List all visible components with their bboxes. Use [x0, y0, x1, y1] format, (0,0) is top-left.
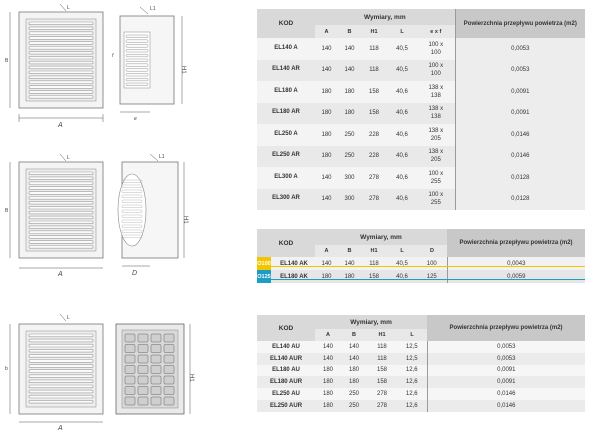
louvre-slat — [126, 83, 148, 86]
dim-b: 140 — [338, 38, 361, 60]
louvre-slat — [151, 387, 161, 395]
louvre-slat — [126, 40, 148, 43]
flow-value: 0,0053 — [455, 38, 585, 60]
dim-l: 40,6 — [387, 124, 417, 146]
louvre-slat — [29, 385, 93, 388]
flow-value: 0,0053 — [455, 60, 585, 82]
dim-a: 140 — [315, 353, 341, 365]
dim-b: 140 — [338, 257, 361, 270]
col-header-exf: e x f — [417, 25, 455, 38]
louvre-slat — [29, 66, 93, 69]
louvre-slat — [164, 366, 174, 374]
dim-h1: 158 — [367, 376, 397, 388]
louvre-slat — [138, 387, 148, 395]
louvre-slat — [29, 365, 93, 368]
table-row — [257, 103, 585, 125]
louvre-slat — [29, 241, 93, 244]
louvre-slat — [138, 376, 148, 384]
grille-front-drawing-2 — [4, 150, 110, 278]
dim-d: 125 — [417, 270, 447, 283]
louvre-slat — [29, 47, 93, 50]
flow-value: 0,0091 — [427, 365, 585, 377]
dim-h1: 228 — [361, 146, 387, 168]
louvre-slat — [29, 192, 93, 195]
dim-exf: 138 x 205 — [417, 124, 455, 146]
louvre-slat — [29, 76, 93, 79]
dim-a: 180 — [315, 81, 338, 103]
dim-a: 140 — [315, 167, 338, 189]
flow-value: 0,0059 — [447, 270, 585, 283]
label-a-2: A — [58, 271, 63, 278]
dim-a: 180 — [315, 365, 341, 377]
louvre-slat — [151, 376, 161, 384]
blue-separator — [257, 279, 585, 280]
product-code: EL140 AU — [257, 341, 315, 353]
louvre-slat — [126, 69, 148, 72]
louvre-slat — [29, 339, 93, 342]
dim-a: 140 — [315, 341, 341, 353]
dimensions-header-3: Wymiary, mm — [315, 315, 427, 329]
dimensions-header-2: Wymiary, mm — [315, 229, 447, 245]
louvre-slat — [164, 334, 174, 342]
dim-a: 180 — [315, 103, 338, 125]
louvre-slat — [29, 56, 93, 59]
flow-value: 0,0128 — [455, 167, 585, 189]
louvre-slat — [29, 172, 93, 175]
louvre-slat — [125, 334, 135, 342]
louvre-slat — [29, 390, 93, 393]
dim-exf: 100 x 255 — [417, 167, 455, 189]
louvre-slat — [138, 397, 148, 405]
louvre-slat — [29, 86, 93, 89]
dim-b: 180 — [341, 365, 367, 377]
dim-l: 40,6 — [387, 270, 417, 283]
louvre-slat — [125, 376, 135, 384]
dim-a: 140 — [315, 257, 338, 270]
product-code: EL250 AR — [257, 146, 315, 168]
label-d: D — [132, 270, 138, 277]
dim-b: 180 — [341, 376, 367, 388]
dim-h1: 278 — [367, 388, 397, 400]
dim-b: 300 — [338, 167, 361, 189]
louvre-slat — [125, 366, 135, 374]
louvre-slat — [29, 61, 93, 64]
louvre-slat — [29, 42, 93, 45]
louvre-slat — [29, 236, 93, 239]
dim-exf: 138 x 205 — [417, 146, 455, 168]
grille-round-duct-drawing — [110, 150, 198, 278]
dim-b: 250 — [341, 400, 367, 412]
yellow-separator — [257, 266, 585, 267]
col-header-h1-3: H1 — [367, 329, 397, 341]
louvre-slat — [29, 375, 93, 378]
table-row — [257, 146, 585, 168]
louvre-slat — [29, 32, 93, 35]
louvre-slat — [29, 37, 93, 40]
specs-table-a — [257, 9, 585, 210]
label-b-2: B — [5, 208, 9, 214]
louvre-slat — [29, 96, 93, 99]
product-code: EL250 A — [257, 124, 315, 146]
dim-h1: 118 — [361, 257, 387, 270]
label-l: L — [67, 5, 70, 11]
louvre-slat — [29, 400, 93, 403]
louvre-slat — [125, 355, 135, 363]
flow-value: 0,0043 — [447, 257, 585, 270]
louvre-slat — [126, 64, 148, 67]
louvre-slat — [29, 201, 93, 204]
louvre-slat — [29, 182, 93, 185]
table-row — [257, 353, 585, 365]
louvre-slat — [126, 78, 148, 81]
col-header-d-2: D — [417, 245, 447, 257]
dim-h1: 278 — [361, 167, 387, 189]
louvre-slat — [29, 91, 93, 94]
dim-exf: 138 x 138 — [417, 81, 455, 103]
dim-l: 12,6 — [397, 388, 427, 400]
louvre-slat — [126, 73, 148, 76]
louvre-slat — [151, 345, 161, 353]
table-row — [257, 270, 585, 283]
product-code: EL140 AK — [280, 260, 308, 267]
louvre-slat — [29, 380, 93, 383]
grille-front-drawing-3 — [4, 308, 110, 434]
flow-header-3: Powierzchnia przepływu powietrza (m2) — [427, 315, 585, 341]
label-b: B — [5, 58, 9, 64]
col-header-a: A — [315, 25, 338, 38]
grille-front-drawing-1 — [4, 2, 110, 130]
label-l1-2: L1 — [159, 154, 165, 160]
louvre-slat — [29, 344, 93, 347]
product-code: EL300 AR — [257, 189, 315, 211]
louvre-slat — [29, 246, 93, 249]
diameter-badge: O125 — [257, 270, 271, 283]
col-header-l-2: L — [387, 245, 417, 257]
table-row — [257, 167, 585, 189]
table-row — [257, 81, 585, 103]
dim-exf: 100 x 100 — [417, 38, 455, 60]
dim-l: 40,6 — [387, 103, 417, 125]
product-code: EL250 AUR — [257, 400, 315, 412]
product-code: EL300 A — [257, 167, 315, 189]
specs-table-au — [257, 315, 585, 412]
louvre-slat — [126, 35, 148, 38]
louvre-slat — [29, 81, 93, 84]
louvre-slat — [29, 334, 93, 337]
louvre-slat — [138, 366, 148, 374]
dim-b: 180 — [338, 103, 361, 125]
product-code: EL140 AR — [257, 60, 315, 82]
label-a-3: A — [58, 425, 63, 432]
dim-a: 180 — [315, 388, 341, 400]
flow-value: 0,0128 — [455, 189, 585, 211]
col-header-a-3: A — [315, 329, 341, 341]
dim-l: 40,5 — [387, 38, 417, 60]
dim-a: 180 — [315, 270, 338, 283]
dim-b: 250 — [338, 124, 361, 146]
dim-h1: 228 — [361, 124, 387, 146]
louvre-slat — [126, 54, 148, 57]
flow-value: 0,0091 — [455, 103, 585, 125]
dim-h1: 118 — [361, 38, 387, 60]
product-code: EL140 A — [257, 38, 315, 60]
dim-b: 140 — [338, 60, 361, 82]
label-l1: L1 — [150, 6, 156, 12]
product-code-cell — [257, 257, 315, 270]
dim-a: 140 — [315, 60, 338, 82]
col-header-l-3: L — [397, 329, 427, 341]
table-row — [257, 365, 585, 377]
louvre-slat — [29, 211, 93, 214]
louvre-slat — [29, 51, 93, 54]
louvre-slat — [151, 334, 161, 342]
dim-h1: 118 — [361, 60, 387, 82]
louvre-slat — [164, 376, 174, 384]
diameter-badge: O100 — [257, 257, 271, 270]
table-row — [257, 38, 585, 60]
dim-a: 140 — [315, 38, 338, 60]
louvre-slat — [164, 397, 174, 405]
dim-a: 180 — [315, 400, 341, 412]
dim-h1: 158 — [361, 103, 387, 125]
dim-l: 40,6 — [387, 146, 417, 168]
louvre-slat — [125, 387, 135, 395]
table-row — [257, 189, 585, 211]
flow-value: 0,0053 — [427, 341, 585, 353]
dim-h1: 158 — [361, 270, 387, 283]
col-header-b: B — [338, 25, 361, 38]
label-l-2: L — [67, 155, 70, 161]
flow-value: 0,0091 — [427, 376, 585, 388]
louvre-slat — [138, 334, 148, 342]
label-h1-3: H1 — [188, 374, 194, 382]
louvre-slat — [29, 370, 93, 373]
col-header-h1: H1 — [361, 25, 387, 38]
louvre-slat — [126, 49, 148, 52]
louvre-slat — [151, 355, 161, 363]
louvre-slat — [29, 71, 93, 74]
table-row — [257, 257, 585, 270]
louvre-slat — [29, 206, 93, 209]
product-code: EL140 AUR — [257, 353, 315, 365]
table-row — [257, 376, 585, 388]
louvre-slat — [29, 187, 93, 190]
code-header: KOD — [257, 9, 315, 38]
dim-b: 180 — [338, 270, 361, 283]
product-code: EL180 AK — [280, 273, 308, 280]
flow-header-2: Powierzchnia przepływu powietrza (m2) — [447, 229, 585, 257]
dim-b: 300 — [338, 189, 361, 211]
table-row — [257, 388, 585, 400]
dim-a: 180 — [315, 124, 338, 146]
louvre-slat — [29, 216, 93, 219]
label-b-small: b — [5, 366, 8, 372]
product-code: EL250 AU — [257, 388, 315, 400]
louvre-slat — [29, 360, 93, 363]
dim-b: 140 — [341, 353, 367, 365]
louvre-slat — [29, 395, 93, 398]
dim-l: 40,6 — [387, 167, 417, 189]
flow-header: Powierzchnia przepływu powietrza (m2) — [455, 9, 585, 38]
dim-b: 180 — [338, 81, 361, 103]
louvre-slat — [151, 397, 161, 405]
code-header-2: KOD — [257, 229, 315, 257]
label-a: A — [58, 122, 63, 129]
louvre-slat — [125, 397, 135, 405]
label-e: e — [134, 116, 137, 122]
dim-a: 180 — [315, 376, 341, 388]
dim-exf: 100 x 255 — [417, 189, 455, 211]
dim-l: 40,6 — [387, 189, 417, 211]
label-h1: H1 — [180, 66, 186, 74]
flow-value: 0,0146 — [427, 400, 585, 412]
louvre-slat — [125, 345, 135, 353]
dim-exf: 100 x 100 — [417, 60, 455, 82]
label-f: f — [112, 53, 114, 59]
product-code: EL180 A — [257, 81, 315, 103]
flow-value: 0,0146 — [455, 146, 585, 168]
dim-l: 12,6 — [397, 365, 427, 377]
flow-value: 0,0146 — [455, 124, 585, 146]
dimensions-header: Wymiary, mm — [315, 9, 455, 25]
louvre-slat — [29, 197, 93, 200]
louvre-slat — [164, 355, 174, 363]
dim-b: 140 — [341, 341, 367, 353]
flow-value: 0,0146 — [427, 388, 585, 400]
dim-l: 40,5 — [387, 257, 417, 270]
louvre-slat — [126, 45, 148, 48]
louvre-slat — [29, 226, 93, 229]
product-code: EL180 AUR — [257, 376, 315, 388]
table-row — [257, 400, 585, 412]
flow-value: 0,0091 — [455, 81, 585, 103]
dim-l: 12,6 — [397, 376, 427, 388]
code-header-3: KOD — [257, 315, 315, 341]
dim-h1: 278 — [367, 400, 397, 412]
louvre-slat — [29, 221, 93, 224]
louvre-slat — [164, 345, 174, 353]
col-header-b-3: B — [341, 329, 367, 341]
louvre-slat — [138, 345, 148, 353]
dim-l: 40,5 — [387, 60, 417, 82]
louvre-slat — [138, 355, 148, 363]
louvre-slat — [164, 387, 174, 395]
col-header-b-2: B — [338, 245, 361, 257]
louvre-slat — [29, 22, 93, 25]
col-header-h1-2: H1 — [361, 245, 387, 257]
table-row — [257, 341, 585, 353]
grille-side-drawing-1 — [110, 2, 198, 130]
dim-b: 250 — [341, 388, 367, 400]
specs-table-ak — [257, 229, 585, 283]
louvre-slat — [29, 27, 93, 30]
table-row — [257, 60, 585, 82]
label-l-3: L — [67, 315, 70, 321]
dim-h1: 158 — [367, 365, 397, 377]
grille-back-drawing — [110, 308, 198, 434]
dim-h1: 278 — [361, 189, 387, 211]
louvre-slat — [29, 354, 93, 357]
dim-h1: 118 — [367, 341, 397, 353]
dim-b: 250 — [338, 146, 361, 168]
louvre-slat — [29, 177, 93, 180]
louvre-slat — [29, 231, 93, 234]
flow-value: 0,0053 — [427, 353, 585, 365]
dim-a: 180 — [315, 146, 338, 168]
dim-exf: 138 x 138 — [417, 103, 455, 125]
col-header-a-2: A — [315, 245, 338, 257]
product-code-cell — [257, 270, 315, 283]
col-header-l: L — [387, 25, 417, 38]
table-row — [257, 124, 585, 146]
dim-d: 100 — [417, 257, 447, 270]
louvre-slat — [126, 59, 148, 62]
dim-l: 12,5 — [397, 353, 427, 365]
product-code: EL180 AR — [257, 103, 315, 125]
dim-l: 40,6 — [387, 81, 417, 103]
louvre-slat — [29, 349, 93, 352]
dim-a: 140 — [315, 189, 338, 211]
dim-h1: 158 — [361, 81, 387, 103]
dim-h1: 118 — [367, 353, 397, 365]
dim-l: 12,6 — [397, 400, 427, 412]
louvre-slat — [151, 366, 161, 374]
label-h1-2: H1 — [182, 216, 188, 224]
product-code: EL180 AU — [257, 365, 315, 377]
dim-l: 12,5 — [397, 341, 427, 353]
